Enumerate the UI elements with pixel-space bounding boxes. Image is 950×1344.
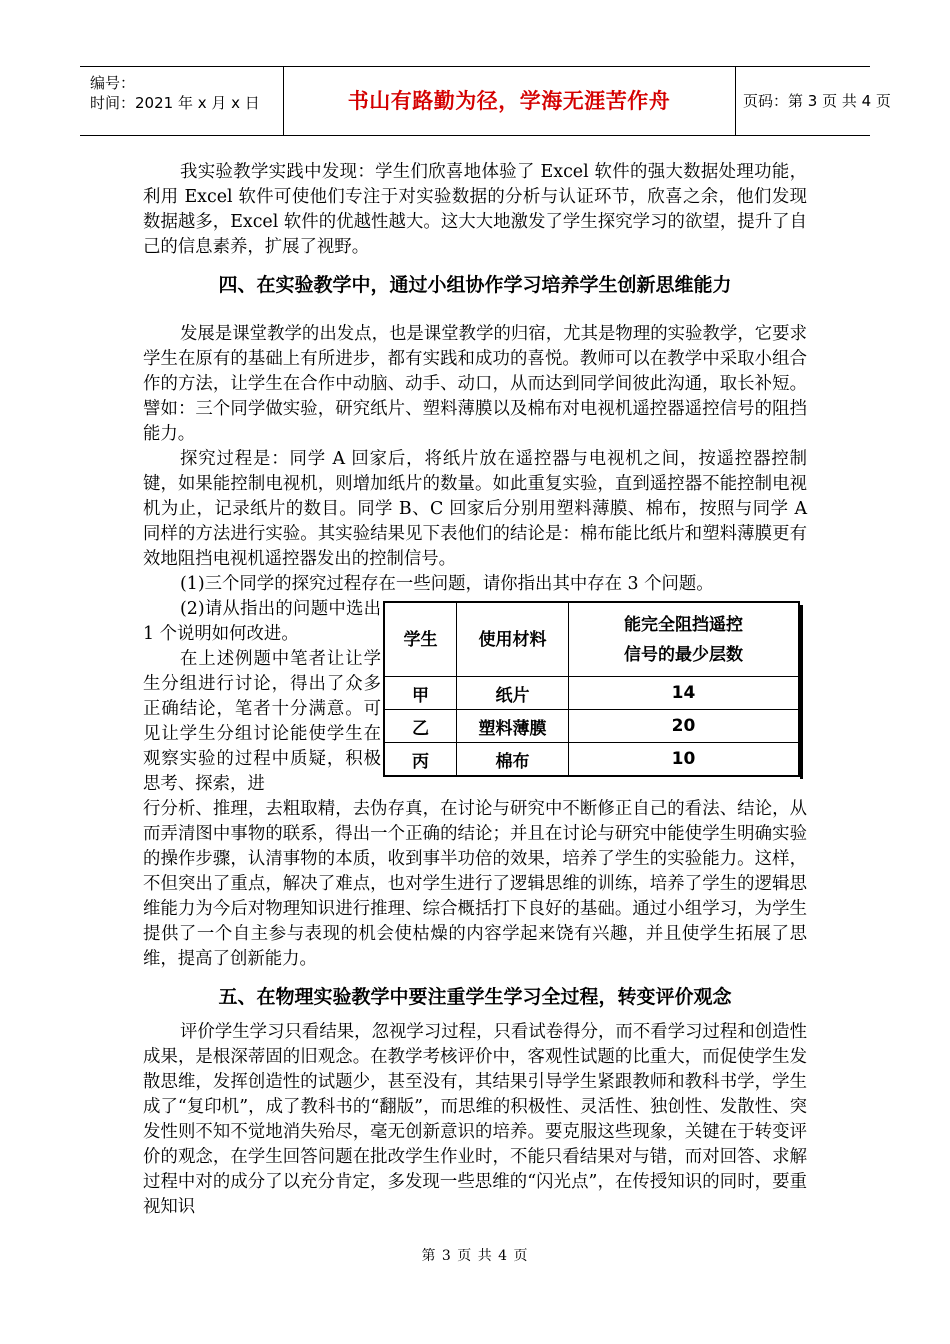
header-meta bbox=[80, 67, 284, 135]
table-header-row bbox=[385, 603, 799, 677]
table-shadow bbox=[800, 605, 803, 779]
table-row: 乙 塑料薄膜 20 bbox=[385, 710, 799, 743]
intro-paragraph: 我实验教学实践中发现：学生们欣喜地体验了 Excel 软件的强大数据处理功能，利用 Excel 软件可使他们专注于对实验数据的分析与认证环节，欣喜之余，他们发现数据越多，Excel 软件的优越性越大。这大大地激发了学生探究学习的欲望，提升了自己的信息素养，扩展了视野。 bbox=[143, 162, 807, 257]
page-info: 页码：第 3 页 共 4 页 bbox=[743, 92, 891, 110]
section4-paragraph-1: 发展是课堂教学的出发点，也是课堂教学的归宿，尤其是物理的实验教学，它要求学生在原有的基础上有所进步，都有实践和成功的喜悦。教师可以在教学中采取小组合作的方法，让学生在合作中动脑、动手、动口，从而达到同学间彼此沟通，取长补短。譬如：三个同学做实验，研究纸片、塑料薄膜以及棉布对电视机遥控器遥控信号的阻挡能力。 bbox=[143, 324, 807, 444]
section5-heading: 五、在物理实验教学中要注重学生学习全过程，转变评价观念 bbox=[218, 986, 732, 1008]
page-footer: 第 3 页 共 4 页 bbox=[421, 1248, 529, 1264]
time-label: 时间：2021 年 x 月 x 日 bbox=[90, 94, 260, 112]
motto: 书山有路勤为径，学海无涯苦作舟 bbox=[347, 89, 671, 113]
section4-heading: 四、在实验教学中，通过小组协作学习培养学生创新思维能力 bbox=[218, 274, 732, 296]
header-material: 使用材料 bbox=[457, 603, 569, 677]
header-layers: 能完全阻挡遥控 信号的最少层数 bbox=[569, 603, 799, 677]
section4-paragraph-3-left: 在上述例题中笔者让让学生分组进行讨论，得出了众多正确结论，笔者十分满意。可见让学生分组讨论能使学生在观察实验的过程中质疑，积极思考、探索，进 bbox=[143, 649, 381, 794]
table-row: 甲 纸片 14 bbox=[385, 677, 799, 710]
results-table bbox=[383, 601, 800, 777]
section4-paragraph-2: 探究过程是：同学 A 回家后，将纸片放在遥控器与电视机之间，按遥控器控制键，如果能控制电视机，则增加纸片的数量。如此重复实验，直到遥控器不能控制电视机为止，记录纸片的数目。同学 B、C 回家后分别用塑料薄膜、棉布，按照与同学 A 同样的方法进行实验。其实验结果见下表他们的结论是：棉布能比纸片和塑料薄膜更有效地阻挡电视机遥控器发出的控制信号。 bbox=[143, 449, 807, 569]
section5-paragraph-1: 评价学生学习只看结果，忽视学习过程，只看试卷得分，而不看学习过程和创造性成果，是根深蒂固的旧观念。在教学考核评价中，客观性试题的比重大，而促使学生发散思维，发挥创造性的试题少，甚至没有，其结果引导学生紧跟教师和教科书学，学生成了“复印机”，成了教科书的“翻版”，而思维的积极性、灵活性、独创性、发散性、突发性则不知不觉地消失殆尽，毫无创新意识的培养。要克服这些现象，关键在于转变评价的观念，在学生回答问题在批改学生作业时，不能只看结果对与错，而对回答、求解过程中对的成分了以充分肯定，多发现一些思维的“闪光点”，在传授知识的同时，要重视知识 bbox=[143, 1022, 807, 1217]
table-row: 丙 棉布 10 bbox=[385, 743, 799, 776]
question-2: (2)请从指出的问题中选出 1 个说明如何改进。 bbox=[143, 599, 381, 644]
number-label: 编号： bbox=[90, 74, 136, 92]
question-1: (1)三个同学的探究过程存在一些问题，请你指出其中存在 3 个问题。 bbox=[180, 574, 714, 594]
section4-paragraph-3-rest: 行分析、推理，去粗取精，去伪存真，在讨论与研究中不断修正自己的看法、结论，从而弄清图中事物的联系，得出一个正确的结论；并且在讨论与研究中能使学生明确实验的操作步骤，认清事物的本质，收到事半功倍的效果，培养了学生的实验能力。这样，不但突出了重点，解决了难点，也对学生进行了逻辑思维的训练，培养了学生的逻辑思维能力为今后对物理知识进行推理、综合概括打下良好的基础。通过小组学习，为学生提供了一个自主参与表现的机会使枯燥的内容学起来饶有兴趣，并且使学生拓展了思维，提高了创新能力。 bbox=[143, 799, 807, 969]
page-header bbox=[80, 66, 891, 136]
header-student: 学生 bbox=[385, 603, 457, 677]
header-motto-cell bbox=[283, 67, 736, 135]
header-page-cell bbox=[735, 67, 891, 135]
